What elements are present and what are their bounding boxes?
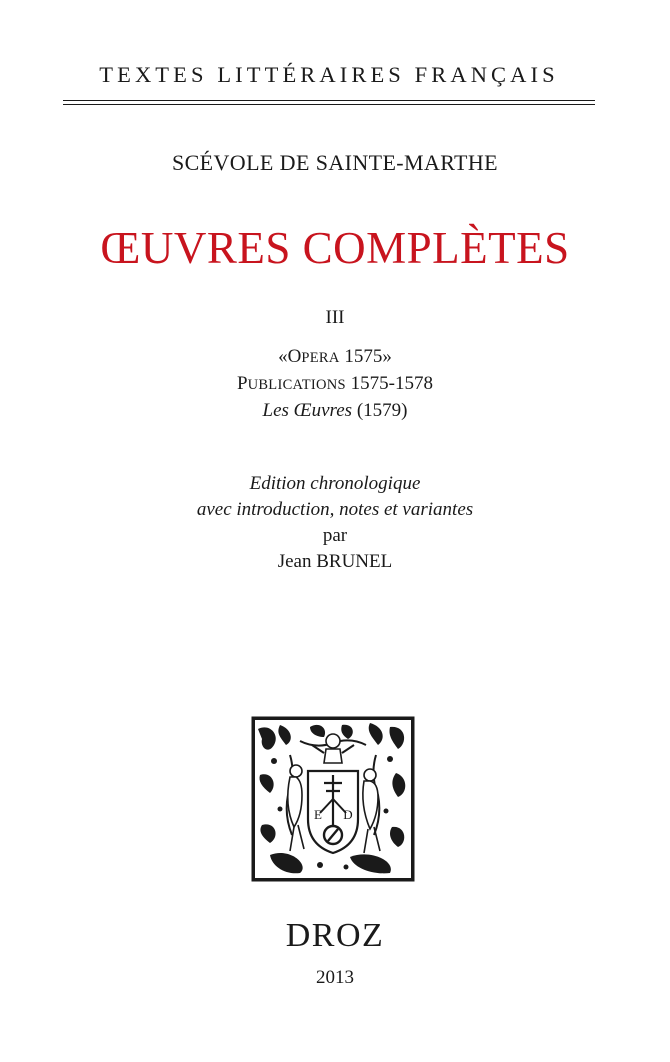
mark-letter-e: E [314, 807, 322, 822]
author-name: SCÉVOLE DE SAINTE-MARTHE [171, 150, 499, 175]
series-rule-bottom [63, 104, 595, 105]
contents-line-publications: PUBLICATIONS 1575-1578 [236, 373, 433, 394]
edition-by: par [322, 525, 348, 546]
publication-year: 2013 [316, 967, 354, 988]
mark-letter-d: D [343, 807, 353, 822]
editor-name: Jean BRUNEL [277, 551, 393, 572]
publisher-name: DROZ [285, 917, 385, 954]
volume-number: III [325, 307, 345, 328]
contents-line-opera: «OPERA 1575» [278, 346, 392, 367]
edition-description: avec introduction, notes et variantes [196, 499, 474, 520]
series-rule-top [63, 100, 595, 101]
contents-line-oeuvres: Les Œuvres (1579) [262, 400, 408, 421]
book-title: ŒUVRES COMPLÈTES [100, 223, 570, 273]
volume-contents [0, 344, 670, 424]
series-title: TEXTES LITTÉRAIRES FRANÇAIS [99, 62, 559, 87]
printer-device-woodcut-icon [250, 715, 416, 883]
edition-type: Edition chronologique [249, 473, 421, 494]
editorial-statement [0, 471, 670, 575]
